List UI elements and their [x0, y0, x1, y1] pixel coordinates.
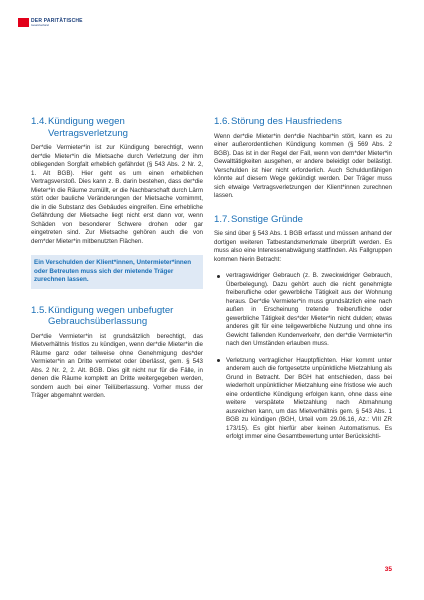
section-body-1-7: Sie sind über § 543 Abs. 1 BGB erfasst und müssen anhand der dortigen weiteren Tatbestandsmerkmale überprüft werden. Es muss also eine Interessenabwägung stattfinden. Als Fallgruppen kommen hierin Betracht: [214, 230, 392, 263]
paritaetische-logo [18, 18, 83, 27]
section-heading-1-7 [214, 214, 392, 226]
left-column [31, 116, 203, 401]
logo-sub-text: Gesamtverband [31, 24, 49, 27]
logo-text [31, 18, 83, 27]
section-number: 1.4. [31, 116, 48, 127]
section-body-1-6: Wenn der*die Mieter*in den*die Nachbar*in stört, kann es zu einer außerordentlichen Kündigung kommen (§ 569 Abs. 2 BGB). Das ist in der Regel der Fall, wenn von dem*der Mieter*in Gewalttätigkeiten ausgehen, er andere beleidigt oder belästigt. Verschulden ist hier nicht erforderlich. Auch Schuldunfähigen könnte auf diesem Wege gekündigt werden. Der Träger muss sich etwaige Vertragsverletzungen der Klient*innen zurechnen lassen. [214, 132, 392, 199]
logo-mark-icon [18, 18, 29, 27]
section-number: 1.5. [31, 304, 48, 316]
list-item: Verletzung vertraglicher Hauptpflichten. Hier kommt unter anderem auch die fortgesetzte unpünktliche Mietzahlung als Grund in Betracht. Der BGH hat entschieden, dass bei wiederholt unpünktlicher Mietzahlung eine fristlose wie auch eine ordentliche Kündigung erfolgen kann, ohne dass eine weitere verspätete Mietzahlung nach Abmahnung ausreichen kann, um das Mietverhältnis gem. § 543 Abs. 1 BGB zu kündigen (BGH, Urteil vom 29.06.16, Az.: VIII ZR 173/15). Es gibt hierfür aber keinen Automatismus. Es erfolgt immer eine Gesamtbewertung unter Berücksichti- [214, 357, 392, 442]
section-heading-1-6 [214, 116, 392, 128]
section-body-1-5: Der*die Vermieter*in ist grundsätzlich berechtigt, das Mietverhältnis fristlos zu kündigen, wenn der*die Mieter*in die Räume ganz oder teilweise ohne Genehmigung des*der Vermieter*in an Dritte vermietet oder überlässt, gem. § 543 Abs. 2 Nr. 2, 2. Alt. BGB. Dies gilt nicht nur für die Fälle, in denen die Räume komplett an Dritte weitergegeben werden, sondern auch bei einer Teilüberlassung. Vorher muss der Träger abgemahnt werden. [31, 332, 203, 400]
right-column [214, 116, 392, 442]
section-heading-1-4 [31, 116, 203, 139]
section-title-line2: Gebrauchsüberlassung [48, 316, 148, 328]
section-title-line2: Vertragsverletzung [48, 127, 128, 139]
section-number: 1.7. [214, 213, 231, 225]
section-title: Sonstige Gründe [231, 213, 303, 225]
bullet-list [214, 272, 392, 442]
highlight-box: Ein Verschulden der Klient*innen, Untermieter*innen oder Betreuten muss sich der mietende Träger zurechnen lassen. [31, 255, 203, 289]
page-number: 35 [384, 566, 392, 573]
section-number: 1.6. [214, 116, 231, 127]
section-title-line1: Kündigung wegen unbefugter [48, 304, 174, 316]
section-title: Störung des Hausfriedens [231, 116, 342, 127]
list-item: vertragswidriger Gebrauch (z. B. zweckwidriger Gebrauch, Überbelegung). Dazu gehört auch die nicht genehmigte freiberufliche oder gewerbliche Tätigkeit aus der Wohnung heraus. Der*die Vermieter*in muss grundsätzlich eine nach außen in Erscheinung tretende freiberufliche oder gewerbliche Tätigkeit des*der Mieter*in nicht dulden; etwas anderes gilt für eine teilgewerbliche Nutzung und ohne ins Gewicht fallenden Kundenverkehr, den der*die Vermieter*in nach den Umständen erlauben muss. [214, 272, 392, 349]
section-heading-1-5 [31, 305, 203, 328]
section-title-line1: Kündigung wegen [48, 116, 125, 127]
section-body-1-4: Der*die Vermieter*in ist zur Kündigung berechtigt, wenn der*die Mieter*in die Mietsache durch Verletzung der ihm obliegenden Sorgfalt erheblich gefährdet (§ 543 Abs. 2 Nr. 2, 1. Alt BGB). Hier geht es um einen erheblichen Vertragsverstoß. Dies kann z. B. darin bestehen, dass der*die Mieter*in die Räume zumüllt, er die Nachbarschaft durch Lärm stört oder bauliche Veränderungen der Mietsache vornimmt, die in die Substanz des Gebäudes eingreifen. Eine erhebliche Gefährdung der Mietsache liegt nicht erst dann vor, wenn Schäden von besonderer Schwere drohen oder gar eingetreten sind. Zur Mietsache gehören auch die von dem*der Mieter*in mitbenutzten Flächen. [31, 144, 203, 245]
logo-main-text: DER PARITÄTISCHE [31, 18, 83, 24]
